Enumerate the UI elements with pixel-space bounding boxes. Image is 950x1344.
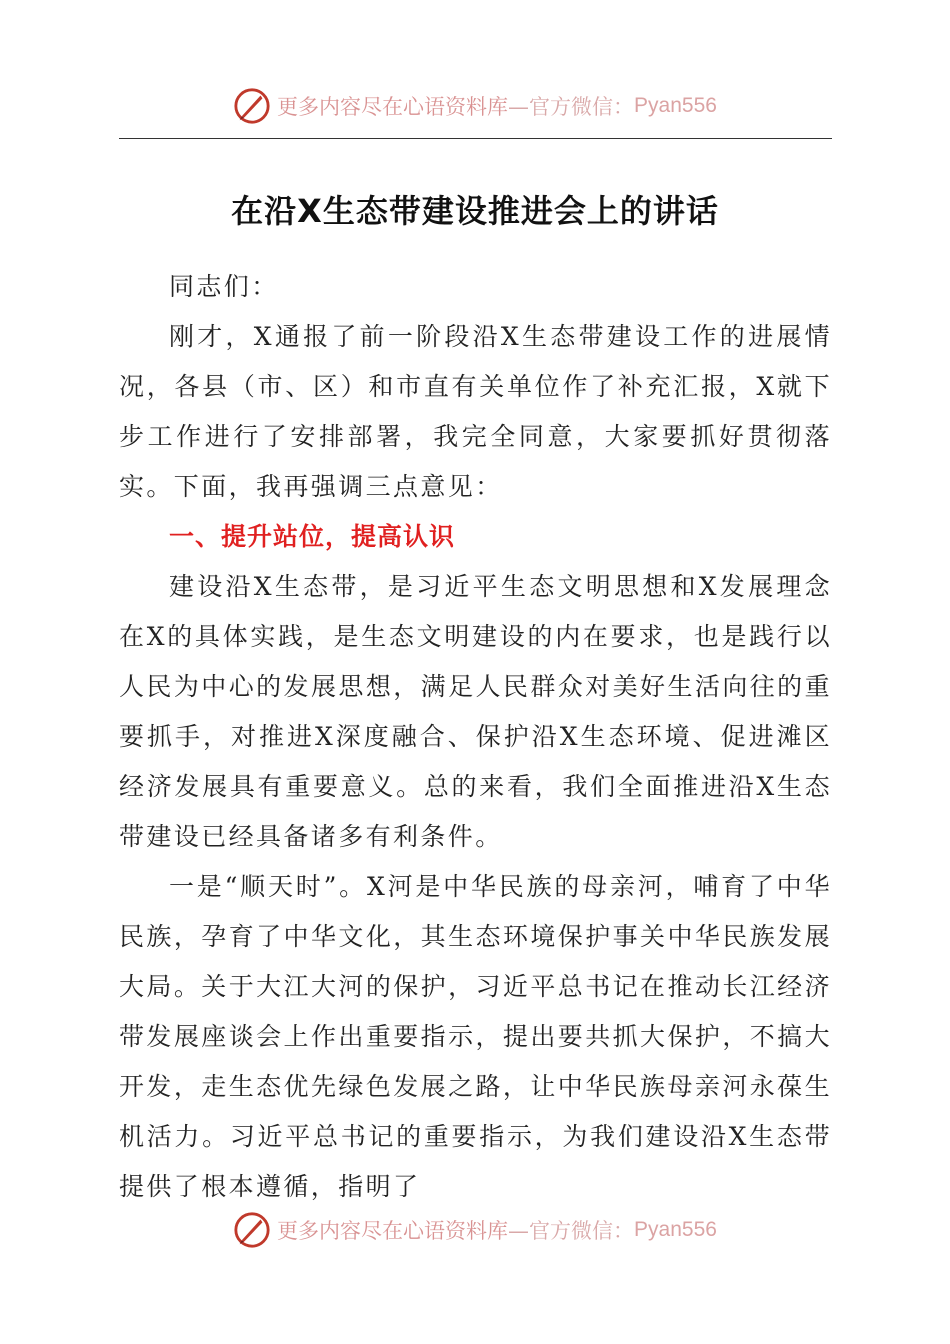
banner-contact-label: —官方微信：: [508, 95, 635, 119]
paragraph: 建设沿X生态带，是习近平生态文明思想和X发展理念在X的具体实践，是生态文明建设的内在要求，也是践行以人民为中心的发展思想，满足人民群众对美好生活向往的重要抓手，对推进X深度融合、保护沿X生态环境、促进滩区经济发展具有重要意义。总的来看，我们全面推进沿X生态带建设已经具备诸多有利条件。: [119, 572, 832, 851]
document-title: 在沿X生态带建设推进会上的讲话: [231, 192, 719, 230]
banner-brand: 更多内容尽在心语资料库: [277, 95, 509, 119]
quill-logo-icon: [233, 1211, 271, 1249]
footer-banner: [0, 1208, 950, 1252]
banner-brand: 更多内容尽在心语资料库: [277, 1219, 509, 1243]
banner-contact-label: —官方微信：: [508, 1219, 635, 1243]
paragraph: 刚才，X通报了前一阶段沿X生态带建设工作的进展情况，各县（市、区）和市直有关单位作了补充汇报，X就下步工作进行了安排部署，我完全同意，大家要抓好贯彻落实。下面，我再强调三点意见：: [119, 322, 832, 501]
section-heading: 一、提升站位，提高认识: [169, 522, 456, 551]
banner-wechat-id: Pyan556: [634, 94, 717, 117]
document-body: [119, 262, 832, 1212]
salutation: 同志们：: [169, 272, 279, 301]
paragraph: 一是“顺天时”。X河是中华民族的母亲河，哺育了中华民族，孕育了中华文化，其生态环境保护事关中华民族发展大局。关于大江大河的保护，习近平总书记在推动长江经济带发展座谈会上作出重要指示，提出要共抓大保护，不搞大开发，走生态优先绿色发展之路，让中华民族母亲河永葆生机活力。习近平总书记的重要指示，为我们建设沿X生态带提供了根本遵循，指明了: [119, 872, 832, 1201]
header-divider: [119, 138, 832, 139]
banner-wechat-id: Pyan556: [634, 1218, 717, 1241]
quill-logo-icon: [233, 87, 271, 125]
header-banner: [0, 84, 950, 128]
